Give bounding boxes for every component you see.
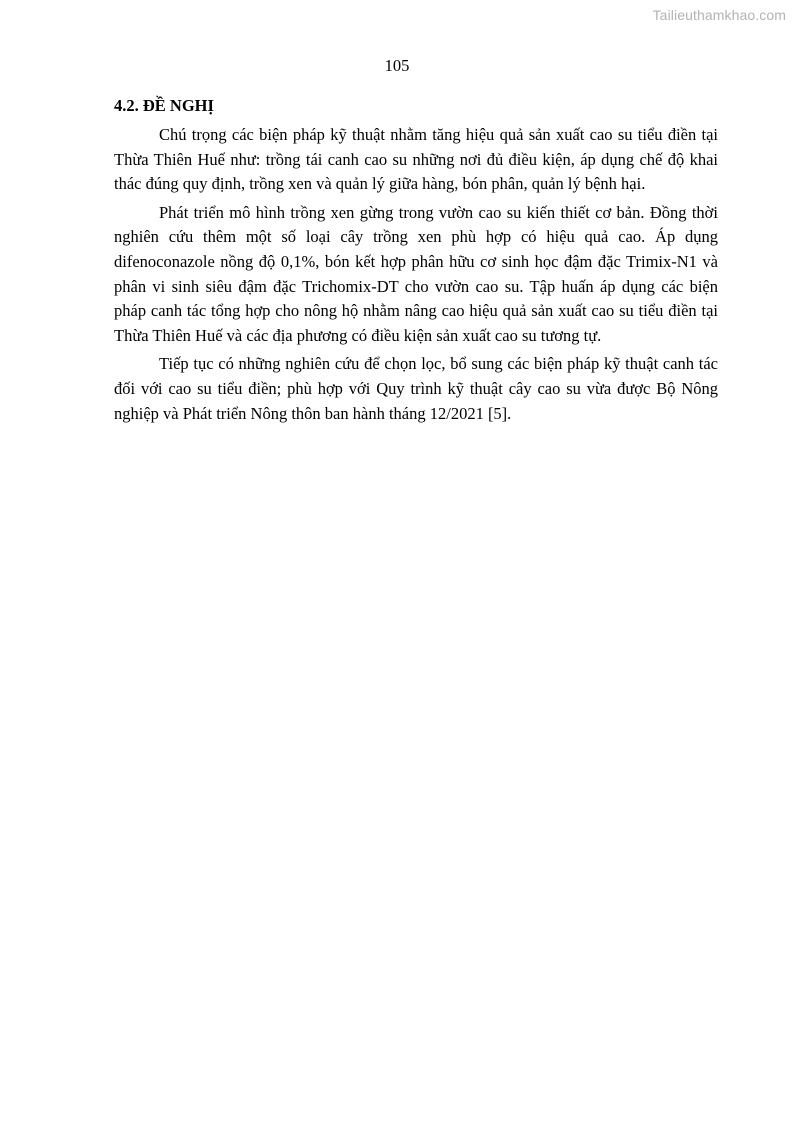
document-body [114, 94, 718, 430]
paragraph-1: Chú trọng các biện pháp kỹ thuật nhằm tăng hiệu quả sản xuất cao su tiểu điền tại Thừa Thiên Huế như: trồng tái canh cao su những nơi đủ điều kiện, áp dụng chế độ khai thác đúng quy định, trồng xen và quản lý giữa hàng, bón phân, quản lý bệnh hại. [114, 125, 718, 194]
paragraph-2: Phát triển mô hình trồng xen gừng trong vườn cao su kiến thiết cơ bản. Đồng thời nghiên cứu thêm một số loại cây trồng xen phù hợp có hiệu quả cao. Áp dụng difenoconazole nồng độ 0,1%, bón kết hợp phân hữu cơ sinh học đậm đặc Trimix-N1 và phân vi sinh siêu đậm đặc Trichomix-DT cho vườn cao su. Tập huấn áp dụng các biện pháp canh tác tổng hợp cho nông hộ nhằm nâng cao hiệu quả sản xuất cao su tiểu điền tại Thừa Thiên Huế và các địa phương có điều kiện sản xuất cao su tương tự. [114, 202, 718, 345]
section-heading: 4.2. ĐỀ NGHỊ [114, 96, 214, 115]
paragraph-3: Tiếp tục có những nghiên cứu để chọn lọc, bổ sung các biện pháp kỹ thuật canh tác đối với cao su tiểu điền; phù hợp với Quy trình kỹ thuật cây cao su vừa được Bộ Nông nghiệp và Phát triển Nông thôn ban hành tháng 12/2021 [5]. [114, 354, 718, 423]
page-number: 105 [384, 56, 410, 75]
watermark-text: Tailieuthamkhao.com [652, 7, 786, 23]
